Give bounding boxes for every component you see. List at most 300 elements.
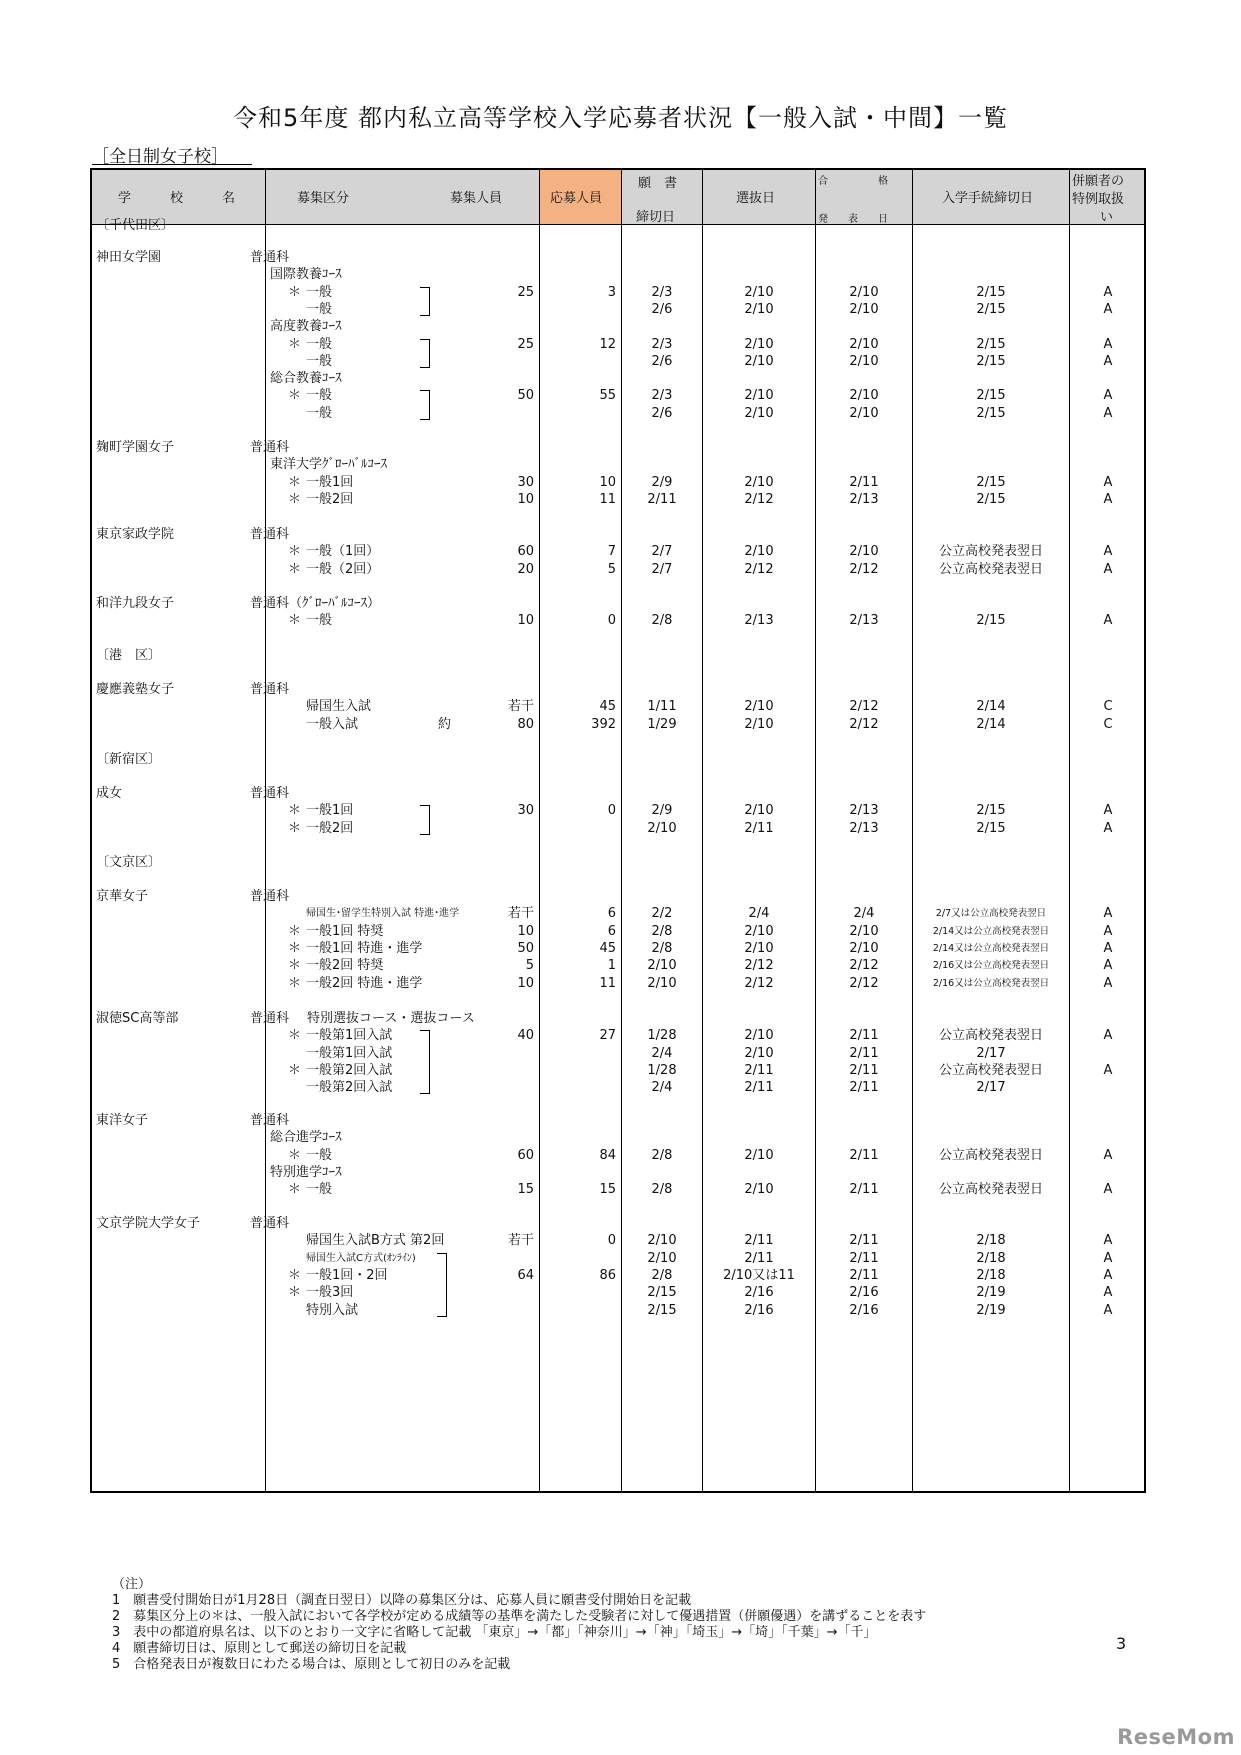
procedure-value: 2/14又は公立高校発表翌日 [932, 926, 1050, 937]
capacity-value: 15 [517, 1182, 534, 1197]
procedure-value: 2/15 [976, 285, 1006, 300]
deadline-value: 2/6 [651, 354, 673, 369]
preferential-mark: ＊ [288, 924, 302, 939]
procedure-value: 2/16又は公立高校発表翌日 [932, 978, 1050, 989]
group-bracket [420, 390, 430, 420]
result-value: 2/10 [849, 406, 879, 421]
note-item: 4 願書締切日は、原則として郵送の締切日を記載 [112, 1641, 407, 1656]
note-item: 1 願書受付開始日が1月28日（調査日翌日）以降の募集区分は、応募人員に願書受付開始日を記載 [112, 1593, 692, 1608]
header-deadline-bottom: 締切日 [636, 210, 676, 225]
school-category: 普通科（ｸﾞﾛｰﾊﾞﾙｺｰｽ） [250, 596, 381, 611]
selection-value: 2/12 [744, 976, 774, 991]
procedure-value: 公立高校発表翌日 [938, 1148, 1043, 1163]
school-name: 淑徳SC高等部 [96, 1011, 179, 1026]
procedure-value: 2/14又は公立高校発表翌日 [932, 943, 1050, 954]
deadline-value: 2/9 [651, 803, 673, 818]
selection-value: 2/10 [744, 1148, 774, 1163]
applicants-table [90, 168, 1146, 1493]
special-value: A [1103, 976, 1113, 991]
capacity-value: 64 [517, 1268, 534, 1283]
result-value: 2/10 [849, 337, 879, 352]
special-value: A [1103, 1233, 1113, 1248]
result-value: 2/11 [849, 1028, 879, 1043]
deadline-value: 2/15 [647, 1303, 677, 1318]
exam-label: 一般（1回） [306, 544, 380, 559]
school-category: 普通科 [250, 440, 290, 455]
exam-label: 一般 [306, 406, 333, 421]
section-label: ［全日制女子校］ [92, 147, 228, 167]
school-category: 普通科 [250, 682, 290, 697]
course-label: 国際教養ｺｰｽ [270, 267, 342, 282]
selection-value: 2/12 [744, 492, 774, 507]
deadline-value: 2/10 [647, 976, 677, 991]
deadline-value: 2/3 [651, 285, 673, 300]
selection-value: 2/12 [744, 958, 774, 973]
procedure-value: 2/15 [976, 613, 1006, 628]
capacity-value: 80 [517, 717, 534, 732]
exam-label: 一般1回 [306, 475, 354, 490]
preferential-mark: ＊ [288, 1148, 302, 1163]
special-value: A [1103, 406, 1113, 421]
applicants-value: 392 [591, 717, 616, 732]
school-name: 神田女学園 [96, 250, 162, 265]
page-number: 3 [1116, 1634, 1127, 1653]
capacity-value: 10 [517, 613, 534, 628]
procedure-value: 2/19 [976, 1303, 1006, 1318]
deadline-value: 1/29 [647, 717, 677, 732]
special-value: A [1103, 1268, 1113, 1283]
exam-label: 一般第2回入試 [306, 1063, 393, 1078]
applicants-value: 11 [599, 976, 616, 991]
section-underline [92, 164, 252, 165]
capacity-value: 25 [517, 337, 534, 352]
special-value: A [1103, 388, 1113, 403]
special-value: A [1103, 562, 1113, 577]
result-value: 2/13 [849, 821, 879, 836]
school-name: 京華女子 [96, 889, 149, 904]
result-value: 2/10 [849, 285, 879, 300]
special-value: A [1103, 821, 1113, 836]
header-applicants: 応募人員 [550, 191, 603, 206]
deadline-value: 2/10 [647, 958, 677, 973]
preferential-mark: ＊ [288, 544, 302, 559]
special-value: A [1103, 958, 1113, 973]
selection-value: 2/11 [744, 1080, 774, 1095]
school-category: 普通科 [250, 527, 290, 542]
special-value: A [1103, 475, 1113, 490]
procedure-value: 公立高校発表翌日 [938, 562, 1043, 577]
selection-value: 2/10 [744, 337, 774, 352]
capacity-value: 60 [517, 544, 534, 559]
selection-value: 2/13 [744, 613, 774, 628]
applicants-value: 55 [599, 388, 616, 403]
result-value: 2/16 [849, 1285, 879, 1300]
special-value: A [1103, 906, 1113, 921]
capacity-value: 25 [517, 285, 534, 300]
preferential-mark: ＊ [288, 1182, 302, 1197]
header-selection: 選抜日 [736, 191, 776, 206]
school-name: 成女 [96, 786, 123, 801]
exam-label: 一般1回・2回 [306, 1268, 388, 1283]
header-school: 学 校 名 [118, 191, 236, 206]
deadline-value: 1/28 [647, 1028, 677, 1043]
applicants-value: 0 [607, 1233, 616, 1248]
preferential-mark: ＊ [288, 1268, 302, 1283]
selection-value: 2/10 [744, 1182, 774, 1197]
special-value: A [1103, 1028, 1113, 1043]
result-value: 2/16 [849, 1303, 879, 1318]
preferential-mark: ＊ [288, 492, 302, 507]
applicants-value: 45 [599, 941, 616, 956]
result-value: 2/10 [849, 388, 879, 403]
special-value: A [1103, 941, 1113, 956]
course-label: 特別進学ｺｰｽ [270, 1165, 342, 1180]
result-value: 2/10 [849, 544, 879, 559]
selection-value: 2/10 [744, 717, 774, 732]
district-label: 〔港 区〕 [96, 648, 162, 663]
exam-label: 一般1回 特進・進学 [306, 941, 423, 956]
selection-value: 2/16 [744, 1303, 774, 1318]
result-value: 2/12 [849, 958, 879, 973]
header-special-2: 特例取扱 [1072, 192, 1125, 207]
result-value: 2/10 [849, 941, 879, 956]
selection-value: 2/10 [744, 1028, 774, 1043]
applicants-value: 6 [607, 924, 616, 939]
deadline-value: 1/28 [647, 1063, 677, 1078]
exam-label: 帰国生入試 [306, 699, 372, 714]
selection-value: 2/11 [744, 1233, 774, 1248]
procedure-value: 2/15 [976, 337, 1006, 352]
exam-label: 帰国生入試B方式 第2回 [306, 1233, 445, 1248]
procedure-value: 2/15 [976, 302, 1006, 317]
special-value: C [1103, 717, 1113, 732]
selection-value: 2/10 [744, 354, 774, 369]
deadline-value: 2/8 [651, 924, 673, 939]
special-value: C [1103, 699, 1113, 714]
applicants-value: 10 [599, 475, 616, 490]
deadline-value: 2/4 [651, 1046, 673, 1061]
result-value: 2/12 [849, 562, 879, 577]
applicants-value: 3 [607, 285, 616, 300]
result-value: 2/13 [849, 613, 879, 628]
note-item: 2 募集区分上の＊は、一般入試において各学校が定める成績等の基準を満たした受験者に対して優遇措置（併願優遇）を講ずることを表す [112, 1609, 927, 1624]
column-divider [265, 170, 266, 1491]
special-value: A [1103, 544, 1113, 559]
applicants-value: 84 [599, 1148, 616, 1163]
preferential-mark: ＊ [288, 1028, 302, 1043]
procedure-value: 2/19 [976, 1285, 1006, 1300]
capacity-value: 10 [517, 976, 534, 991]
procedure-value: 2/15 [976, 803, 1006, 818]
result-value: 2/13 [849, 492, 879, 507]
result-value: 2/4 [853, 906, 875, 921]
header-result-bottom: 発 表 日 [818, 214, 888, 225]
preferential-mark: ＊ [288, 958, 302, 973]
preferential-mark: ＊ [288, 285, 302, 300]
exam-label: 一般 [306, 1148, 333, 1163]
procedure-value: 2/15 [976, 492, 1006, 507]
selection-value: 2/10 [744, 302, 774, 317]
school-category: 普通科 [250, 786, 290, 801]
applicants-value: 11 [599, 492, 616, 507]
capacity-value: 50 [517, 388, 534, 403]
capacity-prefix: 約 [438, 717, 452, 732]
note-item: 5 合格発表日が複数日にわたる場合は、原則として初日のみを記載 [112, 1657, 511, 1672]
procedure-value: 2/7又は公立高校発表翌日 [935, 908, 1047, 919]
result-value: 2/12 [849, 976, 879, 991]
selection-value: 2/10 [744, 388, 774, 403]
capacity-value: 60 [517, 1148, 534, 1163]
deadline-value: 2/8 [651, 941, 673, 956]
notes [112, 1577, 926, 1673]
school-name: 東京家政学院 [96, 527, 175, 542]
selection-value: 2/4 [748, 906, 770, 921]
preferential-mark: ＊ [288, 941, 302, 956]
special-value: A [1103, 1182, 1113, 1197]
procedure-value: 2/15 [976, 821, 1006, 836]
procedure-value: 公立高校発表翌日 [938, 1028, 1043, 1043]
notes-heading: （注） [112, 1577, 152, 1592]
course-label: 東洋大学ｸﾞﾛｰﾊﾞﾙｺｰｽ [270, 457, 388, 472]
deadline-value: 2/4 [651, 1080, 673, 1095]
exam-label: 一般 [306, 337, 333, 352]
applicants-value: 0 [607, 803, 616, 818]
selection-value: 2/10 [744, 544, 774, 559]
deadline-value: 2/7 [651, 544, 673, 559]
selection-value: 2/10 [744, 924, 774, 939]
result-value: 2/11 [849, 1148, 879, 1163]
header-procedure: 入学手続締切日 [942, 191, 1034, 206]
deadline-value: 2/7 [651, 562, 673, 577]
exam-label: 一般 [306, 1182, 333, 1197]
school-name: 麹町学園女子 [96, 440, 175, 455]
deadline-value: 2/10 [647, 821, 677, 836]
exam-label: 一般2回 [306, 821, 354, 836]
header-capacity: 募集人員 [450, 191, 503, 206]
capacity-value: 10 [517, 492, 534, 507]
header-special-1: 併願者の [1072, 174, 1125, 189]
deadline-value: 2/10 [647, 1233, 677, 1248]
procedure-value: 公立高校発表翌日 [938, 544, 1043, 559]
special-value: A [1103, 1285, 1113, 1300]
header-deadline-top: 願 書 [638, 176, 678, 191]
district-label: 〔文京区〕 [96, 855, 162, 870]
exam-label: 一般2回 特奨 [306, 958, 384, 973]
capacity-value: 若干 [507, 1233, 534, 1248]
result-value: 2/12 [849, 717, 879, 732]
procedure-value: 2/18 [976, 1268, 1006, 1283]
preferential-mark: ＊ [288, 388, 302, 403]
capacity-value: 30 [517, 803, 534, 818]
special-value: A [1103, 1251, 1113, 1266]
group-bracket [420, 805, 430, 835]
capacity-value: 5 [525, 958, 534, 973]
preferential-mark: ＊ [288, 337, 302, 352]
selection-value: 2/10 [744, 699, 774, 714]
selection-value: 2/10 [744, 285, 774, 300]
group-bracket [420, 287, 430, 316]
applicants-value: 12 [599, 337, 616, 352]
special-value: A [1103, 492, 1113, 507]
group-bracket [420, 339, 430, 368]
special-value: A [1103, 337, 1113, 352]
special-value: A [1103, 1148, 1113, 1163]
exam-label: 一般第1回入試 [306, 1046, 393, 1061]
deadline-value: 2/9 [651, 475, 673, 490]
deadline-value: 2/8 [651, 1148, 673, 1163]
exam-label: 帰国生･留学生特別入試 特進･進学 [306, 908, 460, 919]
applicants-value: 27 [599, 1028, 616, 1043]
capacity-value: 10 [517, 924, 534, 939]
deadline-value: 1/11 [647, 699, 677, 714]
exam-label: 特別入試 [306, 1303, 359, 1318]
applicants-value: 0 [607, 613, 616, 628]
deadline-value: 2/3 [651, 337, 673, 352]
special-value: A [1103, 285, 1113, 300]
selection-value: 2/16 [744, 1285, 774, 1300]
deadline-value: 2/8 [651, 613, 673, 628]
deadline-value: 2/8 [651, 1268, 673, 1283]
applicants-value: 86 [599, 1268, 616, 1283]
procedure-value: 公立高校発表翌日 [938, 1063, 1043, 1078]
exam-label: 一般 [306, 388, 333, 403]
deadline-value: 2/6 [651, 406, 673, 421]
deadline-value: 2/11 [647, 492, 677, 507]
result-value: 2/11 [849, 1046, 879, 1061]
course-label: 総合進学ｺｰｽ [270, 1130, 342, 1145]
watermark-logo: ReseMom [1117, 1725, 1235, 1749]
procedure-value: 2/14 [976, 699, 1006, 714]
deadline-value: 2/10 [647, 1251, 677, 1266]
exam-label: 一般入試 [306, 717, 359, 732]
selection-value: 2/10 [744, 475, 774, 490]
procedure-value: 2/15 [976, 388, 1006, 403]
group-bracket [437, 1253, 447, 1317]
result-value: 2/11 [849, 1080, 879, 1095]
result-value: 2/11 [849, 1182, 879, 1197]
applicants-value: 45 [599, 699, 616, 714]
result-value: 2/11 [849, 1063, 879, 1078]
special-value: A [1103, 354, 1113, 369]
procedure-value: 2/15 [976, 475, 1006, 490]
exam-label: 一般 [306, 302, 333, 317]
applicants-value: 5 [607, 562, 616, 577]
exam-label: 帰国生入試C方式(ｵﾝﾗｲﾝ) [306, 1253, 416, 1264]
selection-value: 2/10 [744, 1046, 774, 1061]
special-value: A [1103, 803, 1113, 818]
capacity-value: 30 [517, 475, 534, 490]
procedure-value: 公立高校発表翌日 [938, 1182, 1043, 1197]
school-category: 普通科 [250, 1113, 290, 1128]
preferential-mark: ＊ [288, 1285, 302, 1300]
selection-value: 2/11 [744, 1251, 774, 1266]
applicants-value: 15 [599, 1182, 616, 1197]
selection-value: 2/11 [744, 821, 774, 836]
deadline-value: 2/15 [647, 1285, 677, 1300]
school-category: 普通科 [250, 250, 290, 265]
deadline-value: 2/2 [651, 906, 673, 921]
exam-label: 一般1回 [306, 803, 354, 818]
result-value: 2/10 [849, 924, 879, 939]
deadline-value: 2/8 [651, 1182, 673, 1197]
preferential-mark: ＊ [288, 475, 302, 490]
special-value: A [1103, 613, 1113, 628]
district-label: 〔千代田区〕 [96, 218, 175, 233]
exam-label: 一般 [306, 285, 333, 300]
result-value: 2/12 [849, 699, 879, 714]
note-item: 3 表中の都道府県名は、以下のとおり一文字に省略して記載 「東京」→「都」「神奈川」→「神」「埼玉」→「埼」「千葉」→「千」 [112, 1625, 877, 1640]
exam-label: 一般2回 [306, 492, 354, 507]
procedure-value: 2/18 [976, 1233, 1006, 1248]
procedure-value: 2/17 [976, 1046, 1006, 1061]
special-value: A [1103, 302, 1113, 317]
page-title: 令和5年度 都内私立高等学校入学応募者状況【一般入試・中間】一覧 [233, 104, 1008, 132]
group-bracket [420, 1030, 430, 1094]
exam-label: 一般第2回入試 [306, 1080, 393, 1095]
result-value: 2/10 [849, 354, 879, 369]
school-name: 和洋九段女子 [96, 596, 175, 611]
deadline-value: 2/3 [651, 388, 673, 403]
capacity-value: 40 [517, 1028, 534, 1043]
header-result-top: 合 格 [818, 176, 888, 187]
applicants-value: 6 [607, 906, 616, 921]
course-label: 高度教養ｺｰｽ [270, 319, 342, 334]
result-value: 2/10 [849, 302, 879, 317]
result-value: 2/11 [849, 1251, 879, 1266]
school-category: 普通科 [250, 1216, 290, 1231]
course-label: 総合教養ｺｰｽ [270, 371, 342, 386]
exam-label: 一般1回 特奨 [306, 924, 384, 939]
deadline-value: 2/6 [651, 302, 673, 317]
school-name: 東洋女子 [96, 1113, 149, 1128]
capacity-value: 若干 [507, 699, 534, 714]
result-value: 2/11 [849, 1268, 879, 1283]
selection-value: 2/10又は11 [723, 1268, 795, 1283]
school-name: 文京学院大学女子 [96, 1216, 201, 1231]
special-value: A [1103, 1063, 1113, 1078]
school-name: 慶應義塾女子 [96, 682, 175, 697]
applicants-value: 1 [607, 958, 616, 973]
preferential-mark: ＊ [288, 821, 302, 836]
preferential-mark: ＊ [288, 976, 302, 991]
column-divider [539, 170, 540, 1491]
exam-label: 一般 [306, 613, 333, 628]
result-value: 2/11 [849, 475, 879, 490]
school-category: 普通科 [250, 1011, 290, 1026]
capacity-value: 50 [517, 941, 534, 956]
selection-value: 2/10 [744, 941, 774, 956]
exam-label: 一般3回 [306, 1285, 354, 1300]
school-category: 普通科 [250, 889, 290, 904]
capacity-value: 若干 [507, 906, 534, 921]
procedure-value: 2/14 [976, 717, 1006, 732]
exam-label: 一般 [306, 354, 333, 369]
applicants-value: 7 [607, 544, 616, 559]
preferential-mark: ＊ [288, 1063, 302, 1078]
category-note: 特別選抜コース・選抜コース [307, 1011, 475, 1026]
selection-value: 2/10 [744, 803, 774, 818]
procedure-value: 2/18 [976, 1251, 1006, 1266]
procedure-value: 2/15 [976, 354, 1006, 369]
exam-label: 一般（2回） [306, 562, 380, 577]
procedure-value: 2/16又は公立高校発表翌日 [932, 960, 1050, 971]
preferential-mark: ＊ [288, 562, 302, 577]
result-value: 2/13 [849, 803, 879, 818]
procedure-value: 2/15 [976, 406, 1006, 421]
special-value: A [1103, 924, 1113, 939]
preferential-mark: ＊ [288, 613, 302, 628]
header-special-3: い [1100, 210, 1114, 225]
